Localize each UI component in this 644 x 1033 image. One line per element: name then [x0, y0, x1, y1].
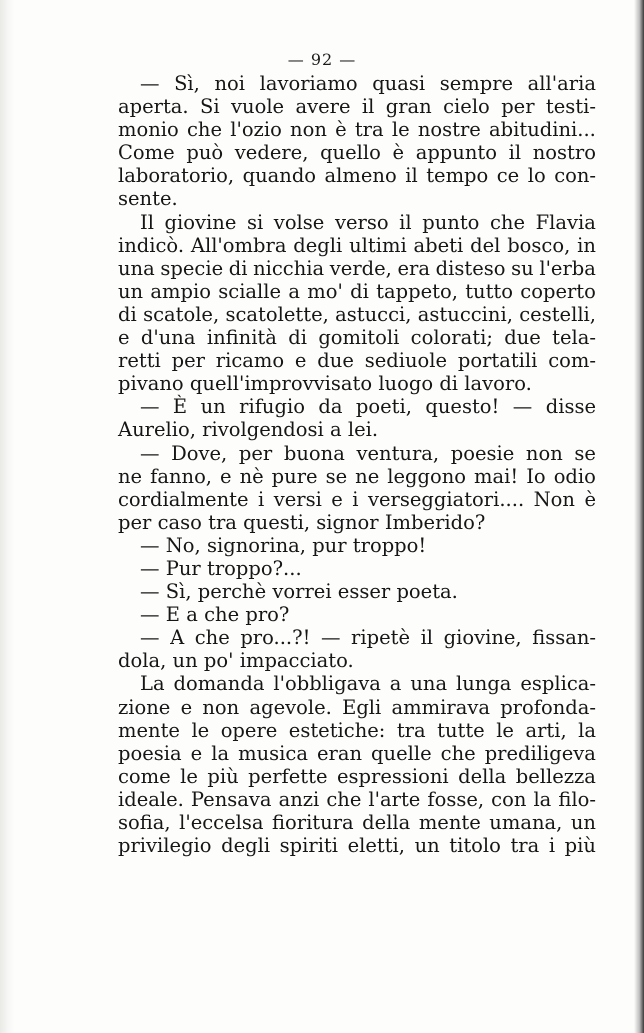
text-line: ideale. Pensava anzi che l'arte fosse, con la filo- — [118, 787, 596, 811]
text-line: privilegio degli spiriti eletti, un titolo tra i più — [118, 834, 596, 858]
text-line: dola, un po' impacciato. — [118, 649, 354, 673]
text-line: pivano quell'improvvisato luogo di lavoro. — [118, 372, 532, 396]
text-line: mente le opere estetiche: tra tutte le arti, la — [118, 718, 596, 742]
text-line: e d'una infinità di gomitoli colorati; due tela- — [118, 326, 596, 350]
text-line: come le più perfette espressioni della bellezza — [118, 764, 596, 788]
text-line: — Sì, noi lavoriamo quasi sempre all'aria — [140, 72, 596, 95]
text-line: zione e non agevole. Egli ammirava profonda- — [118, 695, 596, 719]
text-line: Come può vedere, quello è appunto il nostro — [118, 141, 596, 165]
text-line: indicò. All'ombra degli ultimi abeti del bosco, in — [118, 233, 596, 257]
page-right-edge — [634, 0, 644, 1033]
text-line: La domanda l'obbligava a una lunga esplica- — [140, 672, 596, 696]
text-line: una specie di nicchia verde, era disteso su l'erba — [118, 256, 596, 280]
text-line: — No, signorina, pur troppo! — [140, 533, 427, 557]
text-line: ne fanno, e nè pure se ne leggono mai! Io odio — [118, 464, 596, 488]
text-line: — È un rifugio da poeti, questo! — disse — [140, 395, 596, 419]
text-line: un ampio scialle a mo' di tappeto, tutto coperto — [118, 279, 596, 303]
text-line: — Pur troppo?... — [140, 556, 302, 580]
text-line: aperta. Si vuole avere il gran cielo per testi- — [118, 95, 596, 119]
text-line: sofia, l'eccelsa fioritura della mente umana, un — [118, 811, 596, 834]
text-line: sente. — [118, 187, 178, 211]
text-line: per caso tra questi, signor Imberido? — [118, 510, 486, 534]
page-number: — 92 — — [287, 50, 357, 69]
text-line: — Sì, perchè vorrei esser poeta. — [140, 580, 458, 604]
text-line: — Dove, per buona ventura, poesie non se — [140, 441, 596, 465]
body-text — [118, 72, 596, 857]
text-line: cordialmente i versi e i verseggiatori.... Non è — [118, 487, 596, 511]
text-line: retti per ricamo e due sediuole portatili com- — [118, 349, 596, 373]
text-line: di scatole, scatolette, astucci, astuccini, cestelli, — [118, 302, 596, 326]
text-line: — E a che pro? — [140, 603, 290, 627]
text-line: poesia e la musica eran quelle che prediligeva — [118, 741, 596, 765]
page-left-shadow — [0, 0, 14, 1033]
text-line: — A che pro...?! — ripetè il giovine, fissan- — [140, 626, 596, 650]
text-line: laboratorio, quando almeno il tempo ce lo con- — [118, 164, 596, 188]
text-line: Il giovine si volse verso il punto che Flavia — [140, 210, 596, 234]
text-line: Aurelio, rivolgendosi a lei. — [118, 418, 379, 442]
text-line: monio che l'ozio non è tra le nostre abitudini... — [118, 118, 596, 142]
